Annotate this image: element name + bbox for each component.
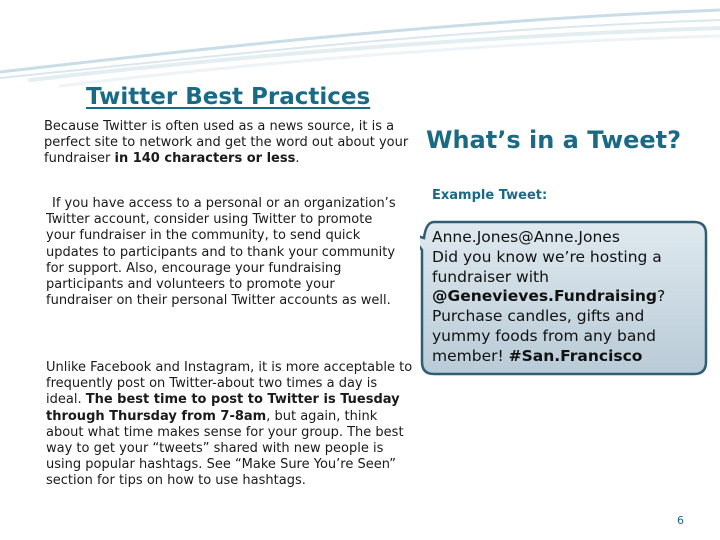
tweet-handle: Anne.Jones@Anne.Jones — [432, 228, 620, 246]
intro-paragraph — [44, 119, 416, 168]
intro-end: . — [295, 151, 300, 167]
intro-text: Because Twitter is often used as a news source, it is a perfect site to network and get the word out about your fundraiser — [44, 119, 409, 167]
tweet-text — [432, 228, 704, 367]
example-tweet-bubble — [420, 220, 708, 376]
access-text: If you have access to a personal or an organization’s Twitter account, consider using Twitter to promote your fundraiser in the community, to send quick updates to participants and to thank your community for support. Also, encourage your fundraising participants and volunteers to promote your fundraiser on their personal Twitter accounts as well. — [46, 196, 396, 309]
tweet-hashtag: #San.Francisco — [508, 346, 643, 365]
timing-paragraph — [46, 360, 416, 490]
tweet-body-2: ? Purchase candles, gifts and yummy foods from any band member! — [432, 287, 666, 365]
tweet-body-1: Did you know we’re hosting a fundraiser with — [432, 247, 662, 286]
page-number: 6 — [677, 514, 684, 527]
tweet-mention: @Genevieves.Fundraising — [432, 287, 658, 306]
whats-in-a-tweet-heading: What’s in a Tweet? — [426, 126, 682, 154]
intro-bold-text: in 140 characters or less — [114, 151, 296, 167]
header-swoosh-decoration — [0, 0, 720, 90]
access-paragraph — [46, 196, 396, 309]
timing-text-2: , but again, think about what time makes sense for your group. The best way to get your “tweets” shared with new people is using popular hashtags. See “Make Sure You’re Seen” section for tips on how to use hashtags. — [46, 408, 404, 489]
example-tweet-label: Example Tweet: — [432, 188, 548, 203]
slide-title: Twitter Best Practices — [86, 84, 371, 110]
timing-text-1: Unlike Facebook and Instagram, it is more acceptable to frequently post on Twitter-about two times a day is ideal. — [46, 360, 413, 408]
timing-bold-text: The best time to post to Twitter is Tuesday through Thursday from 7-8am — [46, 392, 400, 424]
